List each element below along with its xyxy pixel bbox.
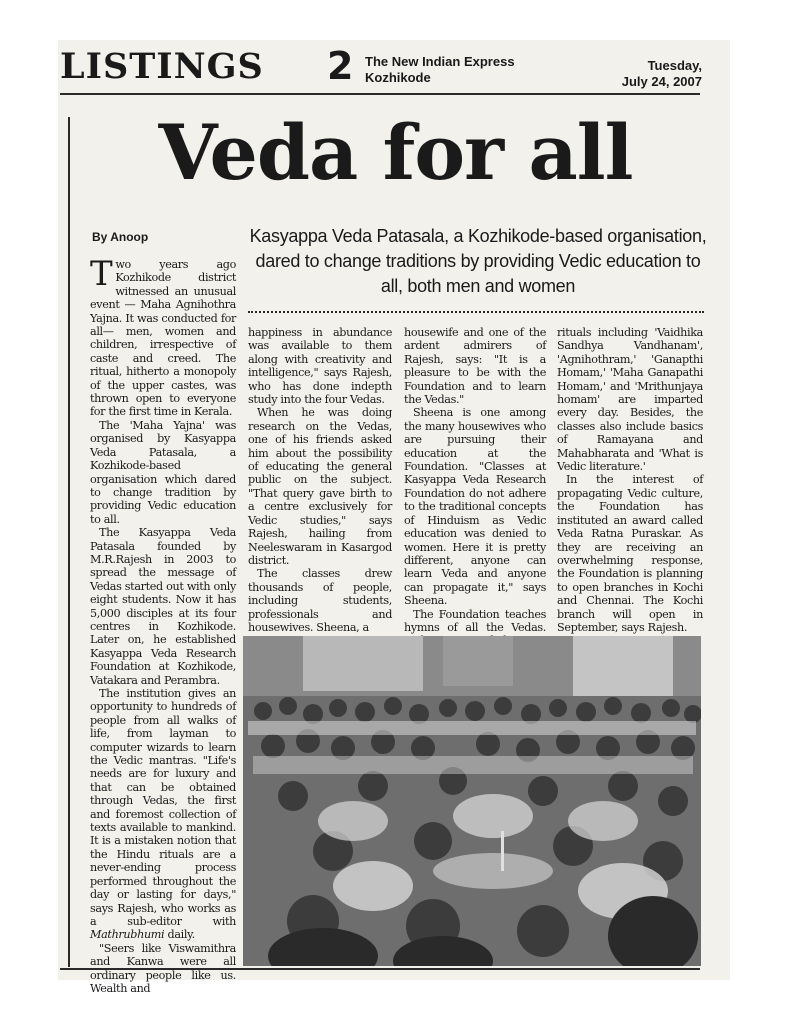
paragraph: happiness in abundance was available to them along with creativity and intelligence," says Rajesh, who has done indepth study into the four Vedas.: [248, 326, 392, 407]
publication-name: Mathrubhumi: [90, 928, 165, 942]
page-header: [60, 46, 710, 94]
column-rule: [68, 117, 70, 967]
newspaper-masthead: [365, 54, 515, 86]
paragraph: When he was doing research on the Vedas, one of his friends asked him about the possibility of educating the general public on the subject. "That query gave birth to a centre exclusively for Vedic studies," says Rajesh, hailing from Neeleswaram in Kasargod district.: [248, 406, 392, 567]
page-number: 2: [327, 44, 354, 88]
newspaper-city: Kozhikode: [365, 70, 431, 85]
issue-full-date: July 24, 2007: [621, 74, 702, 89]
paragraph: The Foundation teaches hymns of all the Vedas.: [404, 607, 546, 634]
dotted-divider: [248, 311, 704, 313]
issue-date: [622, 58, 702, 90]
deck-subheading: Kasyappa Veda Patasala, a Kozhikode-based organisation, dared to change traditions by providing Vedic education to all, both men and women: [249, 226, 707, 296]
paragraph: The classes drew thousands of people, including students, professionals and housewives. Sheena, a: [248, 567, 392, 634]
paragraph: In the interest of propagating Vedic culture, the Foundation has instituted an award called Veda Ratna Puraskar. As they are receiving an overwhelming response, the Foundation is planning to open branches in Kochi and Chennai. The Kochi branch will open in September, says Rajesh.: [557, 473, 703, 634]
byline: By Anoop: [92, 230, 149, 244]
article-column-2: [248, 326, 392, 634]
paragraph: The institution gives an opportunity to hundreds of people from all walks of life, from layman to computer wizards to learn the Vedic mantras. "Life's needs are for luxury and that can be obtained through Vedas, the first and foremost collection of texts available to mankind. It is a mistaken notion that the Hindu rituals are a never-ending process performed throughout the day or lasting for days," says Rajesh, who works as a sub-editor with Mathrubhumi daily.: [90, 687, 236, 942]
section-title: LISTINGS: [60, 46, 264, 87]
newspaper-name: The New Indian Express: [365, 54, 515, 69]
news-photo: [243, 636, 701, 966]
paragraph: rituals including 'Vaidhika Sandhya Vandhanam', 'Agnihothram,' 'Ganapthi Homam,' 'Maha Ganapathi Homam,' and 'Mrithunjaya homam' are imparted every day. Besides, the classes also include basics of Ramayana and Mahabharata and 'What is Vedic literature.': [557, 326, 703, 474]
drop-cap: T: [90, 254, 113, 294]
paragraph: The 'Maha Yajna' was organised by Kasyappa Veda Patasala, a Kozhikode-based organisation which dared to change tradition by providing Vedic education to all.: [90, 418, 236, 526]
paragraph: housewife and one of the ardent admirers of Rajesh, says: "It is a pleasure to be with the Foundation and to learn the Vedas.": [404, 326, 546, 407]
paragraph: Two years ago Kozhikode district witnessed an unusual event — Maha Agnihothra Yajna. It was conducted for all— men, women and children, irrespective of caste and creed. The ritual, hitherto a monopoly of the upper castes, was thrown open to everyone for the first time in Kerala.: [90, 254, 236, 419]
article-column-4: [557, 326, 703, 634]
article-column-3: [404, 326, 546, 648]
paragraph: Sheena is one among the many housewives who are pursuing their education at the Foundation. "Classes at Kasyappa Veda Research Foundation do not adhere to the traditional concepts of Hinduism as Vedic education was denied to women. Here it is pretty different, anyone can learn Veda and anyone can propagate it," says Sheena.: [404, 406, 546, 608]
headline: Veda for all: [158, 108, 633, 197]
issue-day: Tuesday,: [647, 58, 702, 73]
header-rule: [60, 93, 700, 95]
article-column-1: [90, 254, 236, 995]
crowd-photo-illustration: [243, 636, 701, 966]
paragraph: The Kasyappa Veda Patasala founded by M.R.Rajesh in 2003 to spread the message of Vedas started out with only eight students. Now it has 5,000 disciples at its four centres in Kozhikode. Later on, he established Kasyappa Veda Research Foundation at Kozhikode, Vatakara and Perambra.: [90, 526, 236, 687]
paragraph: "Seers like Viswamithra and Kanwa were all ordinary people like us. Wealth and: [90, 941, 236, 995]
